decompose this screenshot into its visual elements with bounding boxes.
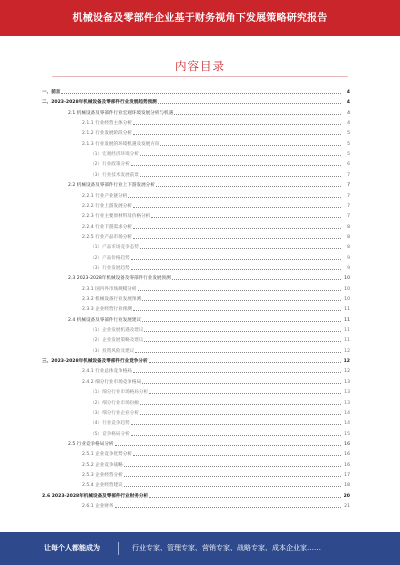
toc-entry[interactable]: [90, 417, 350, 426]
toc-entry-label: 2.2.3 行业主要原材料及价格分析: [82, 214, 151, 220]
toc-entry[interactable]: [82, 469, 350, 478]
toc-leader-dots: [124, 466, 341, 467]
toc-entry-page-number: 5: [347, 131, 350, 137]
toc-entry[interactable]: [82, 283, 350, 292]
toc-leader-dots: [133, 134, 341, 135]
toc-entry-page-number: 11: [344, 328, 350, 334]
toc-leader-dots: [142, 321, 341, 322]
toc-entry[interactable]: [90, 407, 350, 416]
toc-entry-page-number: 12: [344, 369, 350, 375]
toc-leader-dots: [158, 103, 341, 104]
toc-entry-label: 2.4 机械设备及零部件行业发展建议: [68, 317, 142, 323]
toc-entry-page-number: 17: [344, 472, 350, 478]
toc-entry-label: 2.6 2023-2028年机械设备及零部件行业财务分析: [42, 493, 149, 499]
toc-entry-page-number: 8: [347, 224, 350, 230]
toc-entry-label: （3）行业技术发展前景: [90, 172, 139, 178]
toc-entry[interactable]: [90, 158, 350, 167]
footer-tagline: 行业专家、管理专家、营销专家、战略专家、成本企业家……: [132, 544, 321, 552]
toc-entry[interactable]: [82, 221, 350, 230]
toc-entry-page-number: 14: [344, 410, 350, 416]
toc-entry-label: （1）细分行业市场格局分析: [90, 390, 149, 396]
toc-entry[interactable]: [68, 179, 350, 188]
toc-entry-label: （3）投资风险及建议: [90, 348, 135, 354]
toc-leader-dots: [133, 228, 341, 229]
toc-leader-dots: [135, 352, 341, 353]
toc-leader-dots: [172, 279, 341, 280]
toc-entry[interactable]: [90, 324, 350, 333]
toc-leader-dots: [131, 165, 341, 166]
toc-entry[interactable]: [82, 117, 350, 126]
toc-entry-page-number: 5: [347, 141, 350, 147]
toc-entry-page-number: 11: [344, 307, 350, 313]
toc-leader-dots: [128, 197, 341, 198]
toc-entry[interactable]: [82, 376, 350, 385]
toc-entry-label: （5）竞争格局分析: [90, 431, 130, 437]
toc-entry-page-number: 20: [343, 493, 350, 499]
footer-slogan: 让每个人都能成为: [44, 544, 100, 552]
toc-entry-page-number: 12: [344, 348, 350, 354]
toc-entry-page-number: 10: [344, 276, 350, 282]
toc-entry-label: 2.3.2 机械设备行业发展预测: [82, 297, 142, 302]
toc-entry[interactable]: [90, 241, 350, 250]
toc-entry-page-number: 13: [344, 390, 350, 396]
toc-leader-dots: [142, 383, 341, 384]
toc-entry[interactable]: [82, 303, 350, 312]
toc-entry-label: 2.1.1 行业经营主体分析: [82, 121, 132, 127]
toc-entry-label: 2.4.2 细分行业市场竞争格局: [82, 379, 142, 385]
toc-entry-label: （3）细分行业企业分析: [90, 410, 139, 416]
toc-entry-page-number: 14: [344, 421, 350, 427]
toc-entry-page-number: 4: [347, 121, 350, 127]
report-header-banner: [0, 0, 400, 36]
toc-entry-page-number: 7: [347, 214, 350, 220]
toc-leader-dots: [124, 486, 341, 487]
toc-entry[interactable]: [68, 314, 350, 323]
toc-entry[interactable]: [82, 459, 350, 468]
toc-entry[interactable]: [82, 448, 350, 457]
toc-entry-page-number: 13: [344, 400, 350, 406]
toc-entry[interactable]: [90, 169, 350, 178]
toc-entry-page-number: 4: [347, 110, 350, 116]
toc-entry-page-number: 10: [344, 297, 350, 302]
toc-leader-dots: [140, 155, 341, 156]
toc-leader-dots: [149, 393, 341, 394]
toc-entry-page-number: 15: [344, 431, 350, 437]
toc-leader-dots: [138, 290, 342, 291]
toc-entry-label: 三、2023-2028年机械设备及零部件行业竞争分析: [42, 359, 148, 365]
toc-entry-page-number: 11: [344, 338, 350, 344]
footer-divider: [118, 542, 119, 555]
toc-entry-label: 2.1.3 行业发展的环境机遇及发展方向: [82, 141, 160, 147]
toc-entry[interactable]: [68, 438, 350, 447]
toc-entry-label: （1）产品市场竞争态势: [90, 245, 139, 251]
toc-heading: 内容目录: [175, 59, 225, 73]
toc-entry-label: 2.6.1 企业财务: [82, 504, 114, 509]
toc-entry[interactable]: [82, 200, 350, 209]
toc-entry-page-number: 16: [344, 452, 350, 458]
toc-heading-divider: [52, 76, 348, 77]
toc-leader-dots: [144, 331, 341, 332]
toc-leader-dots: [140, 414, 341, 415]
toc-leader-dots: [133, 372, 341, 373]
toc-leader-dots: [131, 435, 341, 436]
toc-entry-page-number: 4: [346, 100, 350, 106]
toc-entry-page-number: 16: [344, 441, 350, 447]
toc-entry-label: 2.5.1 企业竞争优势分析: [82, 452, 132, 458]
toc-entry-label: （1）企业发展机遇及建议: [90, 328, 144, 334]
toc-entry-page-number: 5: [347, 152, 350, 158]
toc-entry-label: 2.3.3 企业经营行业预测: [82, 307, 132, 313]
toc-entry[interactable]: [42, 490, 350, 499]
toc-entry-label: （2）企业发展策略及建议: [90, 338, 144, 344]
toc-entry-label: 2.5.3 企业经营分析: [82, 472, 123, 478]
toc-entry-page-number: 16: [344, 462, 350, 468]
toc-entry[interactable]: [90, 386, 350, 395]
toc-leader-dots: [149, 362, 341, 363]
toc-leader-dots: [133, 310, 341, 311]
toc-entry-label: （4）行业竞争趋势: [90, 421, 130, 427]
toc-entry-page-number: 7: [347, 183, 350, 189]
toc-entry[interactable]: [42, 355, 350, 364]
report-title: 机械设备及零部件企业基于财务视角下发展策略研究报告: [72, 13, 328, 24]
toc-entry-page-number: 9: [347, 255, 350, 261]
toc-entry-page-number: 6: [347, 162, 350, 168]
toc-entry[interactable]: [68, 272, 350, 281]
toc-entry-label: 2.2.4 行业下游需求分析: [82, 224, 132, 230]
toc-leader-dots: [140, 176, 341, 177]
toc-entry-label: 2.3 2023-2028年机械设备及零部件行业发展预测: [68, 276, 171, 282]
toc-entry-label: 2.1 机械设备及零部件行业宏观环境发展分析与机遇: [68, 110, 174, 116]
toc-entry-label: （2）行业政策分析: [90, 162, 130, 168]
toc-leader-dots: [131, 269, 341, 270]
footer-banner: [0, 532, 400, 565]
toc-leader-dots: [133, 124, 341, 125]
toc-leader-dots: [174, 114, 341, 115]
toc-entry-label: 2.3.1 国内外市场规模分析: [82, 286, 137, 292]
toc-entry[interactable]: [82, 231, 350, 240]
toc-leader-dots: [140, 248, 341, 249]
toc-entry[interactable]: [82, 190, 350, 199]
toc-entry-label: 2.2.2 行业上游发展分析: [82, 203, 132, 209]
toc-entry-label: 2.2.1 行业产业链分析: [82, 193, 128, 199]
toc-entry-page-number: 10: [344, 286, 350, 292]
toc-leader-dots: [115, 507, 341, 508]
toc-entry-label: （2）产品价格趋势: [90, 255, 130, 261]
toc-entry[interactable]: [90, 397, 350, 406]
toc-entry-label: 2.5.4 企业经营建议: [82, 483, 123, 489]
toc-entry-label: 二、2023-2028年机械设备及零部件行业发展趋势预测: [42, 100, 157, 106]
toc-leader-dots: [133, 455, 341, 456]
toc-entry-page-number: 21: [344, 504, 350, 509]
toc-leader-dots: [140, 404, 341, 405]
toc-entry[interactable]: [90, 345, 350, 354]
toc-leader-dots: [133, 238, 341, 239]
toc-entry-page-number: 4: [346, 90, 350, 95]
toc-entry[interactable]: [82, 479, 350, 488]
toc-entry[interactable]: [82, 210, 350, 219]
table-of-contents: [0, 86, 400, 516]
toc-entry-label: 一、前言: [42, 90, 61, 95]
toc-entry-page-number: 18: [344, 483, 350, 489]
toc-entry-page-number: 11: [344, 317, 350, 323]
toc-entry[interactable]: [90, 252, 350, 261]
toc-entry-label: （3）行业发展趋势: [90, 265, 130, 271]
toc-entry[interactable]: [90, 148, 350, 157]
toc-entry[interactable]: [42, 86, 350, 95]
toc-leader-dots: [131, 424, 341, 425]
toc-leader-dots: [61, 93, 341, 94]
toc-leader-dots: [144, 341, 341, 342]
toc-entry-page-number: 7: [347, 203, 350, 209]
toc-leader-dots: [142, 300, 341, 301]
toc-entry-label: （2）细分行业市场份额: [90, 400, 139, 406]
toc-entry-page-number: 8: [347, 245, 350, 251]
toc-entry[interactable]: [82, 365, 350, 374]
toc-entry-label: 2.1.2 行业发展阶段分析: [82, 131, 132, 137]
toc-leader-dots: [151, 217, 341, 218]
toc-entry[interactable]: [68, 107, 350, 116]
toc-entry[interactable]: [82, 138, 350, 147]
toc-entry-page-number: 7: [347, 172, 350, 178]
toc-entry[interactable]: [82, 500, 350, 509]
toc-entry-page-number: 12: [343, 359, 350, 365]
toc-entry-label: 2.5.2 企业竞争战略: [82, 462, 123, 468]
toc-entry-page-number: 8: [347, 234, 350, 240]
toc-entry-page-number: 13: [344, 379, 350, 385]
toc-entry-label: 2.2.5 行业产品市场分析: [82, 234, 132, 240]
toc-entry[interactable]: [90, 428, 350, 437]
toc-entry[interactable]: [90, 262, 350, 271]
toc-leader-dots: [124, 476, 341, 477]
toc-entry-page-number: 9: [347, 265, 350, 271]
toc-entry[interactable]: [82, 127, 350, 136]
toc-entry-label: 2.4.1 行业总体竞争格局: [82, 369, 132, 375]
toc-entry-label: 2.2 机械设备及零部件行业上下游发展分析: [68, 183, 155, 189]
toc-entry[interactable]: [42, 96, 350, 105]
toc-leader-dots: [131, 259, 341, 260]
toc-entry-label: （1）宏观经济环境分析: [90, 152, 139, 158]
toc-leader-dots: [115, 445, 341, 446]
toc-leader-dots: [156, 186, 341, 187]
toc-leader-dots: [149, 497, 341, 498]
toc-entry-page-number: 7: [347, 193, 350, 199]
toc-leader-dots: [133, 207, 341, 208]
toc-leader-dots: [160, 145, 341, 146]
toc-entry-label: 2.5 行业竞争格局分析: [68, 441, 114, 447]
toc-entry[interactable]: [82, 293, 350, 302]
toc-entry[interactable]: [90, 334, 350, 343]
